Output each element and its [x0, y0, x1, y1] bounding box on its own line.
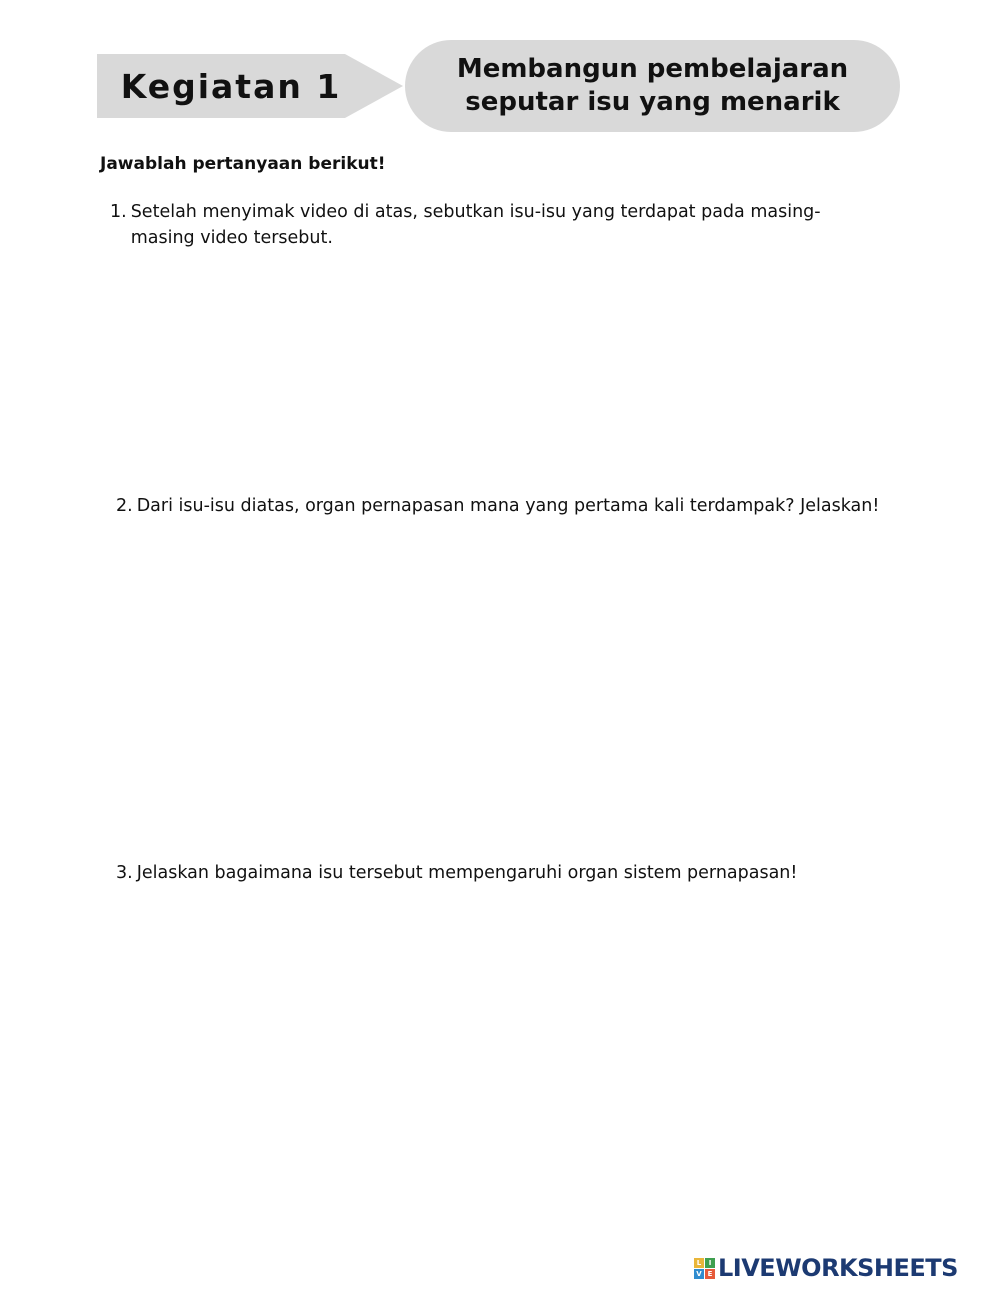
instruction-text: Jawablah pertanyaan berikut!	[100, 154, 386, 174]
question-number: 2.	[116, 496, 133, 516]
question-text: Setelah menyimak video di atas, sebutkan isu-isu yang terdapat pada masing-masing video tersebut.	[130, 202, 821, 248]
liveworksheets-brand	[694, 1254, 958, 1282]
liveworksheets-wordmark: LIVEWORKSHEETS	[718, 1254, 958, 1282]
question-number: 1.	[110, 202, 127, 222]
logo-letter: E	[705, 1269, 715, 1279]
question-item	[116, 860, 976, 886]
answer-area-1[interactable]	[110, 262, 900, 482]
activity-label: Kegiatan 1	[120, 66, 342, 106]
question-text: Dari isu-isu diatas, organ pernapasan mana yang pertama kali terdampak? Jelaskan!	[136, 496, 880, 516]
question-text: Jelaskan bagaimana isu tersebut mempengaruhi organ sistem pernapasan!	[136, 863, 798, 883]
title-banner	[405, 40, 900, 132]
liveworksheets-logo-icon	[694, 1258, 715, 1279]
question-item	[116, 493, 996, 519]
answer-area-2[interactable]	[110, 530, 900, 850]
logo-letter: I	[705, 1258, 715, 1268]
question-number: 3.	[116, 863, 133, 883]
page-title: Membangun pembelajaran seputar isu yang menarik	[456, 54, 849, 117]
activity-label-banner	[97, 54, 403, 118]
logo-letter: V	[694, 1269, 704, 1279]
answer-area-3[interactable]	[110, 898, 900, 1228]
question-item	[110, 199, 850, 251]
logo-letter: L	[694, 1258, 704, 1268]
